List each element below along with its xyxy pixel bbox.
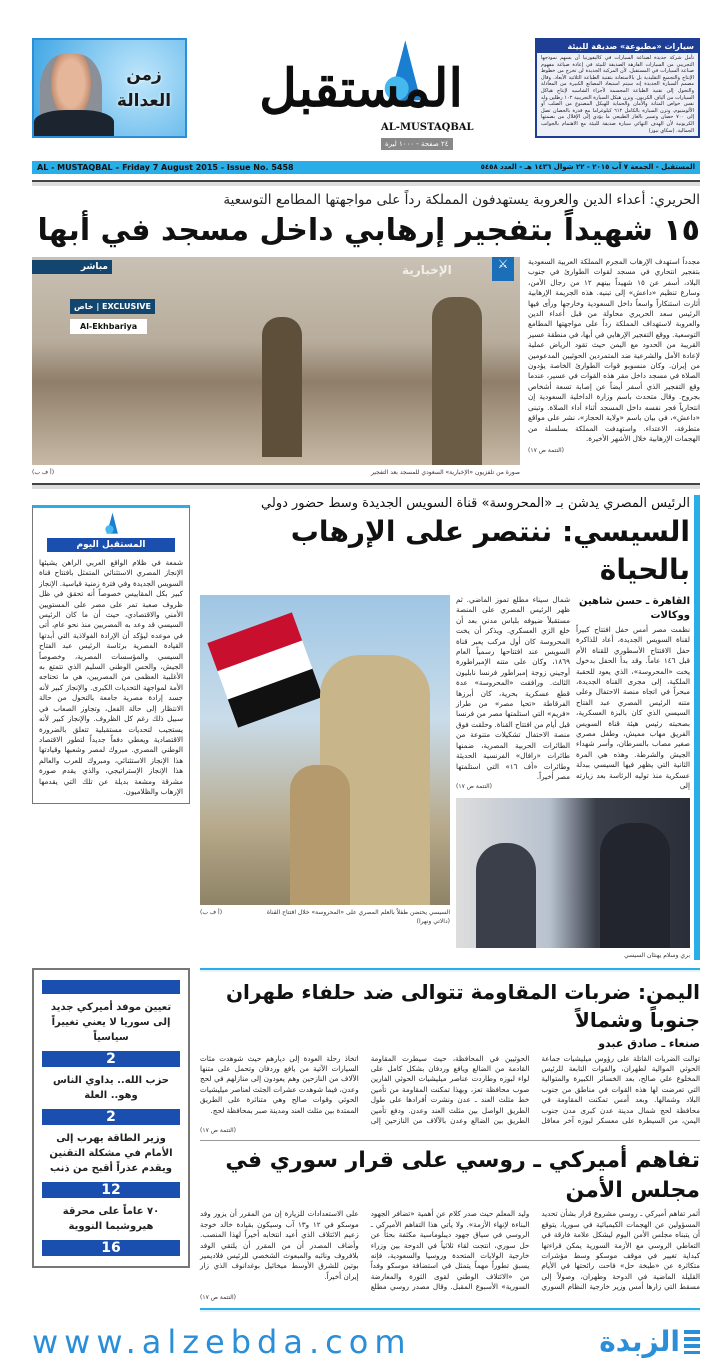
right-teaser-box[interactable] (535, 38, 700, 138)
watermark-row (32, 1322, 700, 1362)
bottom-section (32, 968, 700, 1318)
lead-continued: (التتمة ص ١٧) (528, 447, 565, 455)
index-page-number: 2 (42, 1051, 180, 1067)
syria-headline: تفاهم أميركي ـ روسي على قرار سوري في مجلس الأمن (225, 1148, 700, 1204)
index-box (32, 968, 190, 1268)
index-page-number: 12 (42, 1182, 180, 1198)
exclusive-badge: خاص | EXCLUSIVE (70, 299, 155, 314)
child-figure (290, 765, 350, 905)
sisi-body-col1: نظمت مصر أمس حفل افتتاح كبيراً لقناة السويس الجديدة، أعاد للذاكرة حفل الافتتاح الأسطوري للقناة الأم قبل ١٤٦ عاماً. وقد بدأ الحفل بدخول يخت «المحروسة»، الذي يعود للحقبة الملكية، إلى مجرى القناة الجديدة، مبحراً في اتجاه منصة الاحتفال وعلى متنه الرئيس المصري عبد الفتاح السيسي الذي كان بالبزة العسكرية، بصحبته رئيس هيئة قناة السويس الفريق مهاب مميش، وطفل مصري صغير مصاب بالسرطان، وأسر شهداء الجيش والشرطة. وهذه هي المرة الثانية التي يظهر فيها السيسي ببدلة عسكرية منذ توليه الرئاسة بعد زيارته إلى (576, 625, 690, 791)
sisi-main-caption-credit: (دالاتي ونهرا) (416, 918, 450, 925)
dateline-arabic: المستقبل - الجمعة ٧ آب ٢٠١٥ - ٢٢ شوال ١٤٣٦ هـ - العدد ٥٤٥٨ (480, 163, 695, 171)
watermark-brand: الزبدة (599, 1324, 680, 1358)
sisi-side-photo (456, 798, 690, 948)
channel-badge: Al-Ekhbariya (70, 319, 147, 334)
index-page-number: 2 (42, 1109, 180, 1125)
sisi-continued: (التتمة ص ١٧) (456, 783, 493, 791)
teaser-text: تأمل شركة جديدة لصناعة السيارات في كاليفورنيا أن يسهم نموذجها التجريبي من السيارات الفارهة الصديقة للبيئة في إعادة صياغة مفهوم صناعة السيارات في المستقبل. لأن المركبة الجديدة لن تخرج من خطوط الإنتاج والتجميع التقليدية بل بالاستعانة بتقنية الطباعة الثلاثية الأبعاد. وقال مصمم السيارة الجديدة إنه سيتم استبعاد المصانع الكبيرة من المعادلة والتحول إلى تقنية الطباعة المجسمة لأجزاء الشاسيه لإنتاج هياكل السيارات من ألياف الكربون. ويزن هيكل السيارة التجريبية ١٠٢ رطلين وله نفس خواص المتانة والأمان والحماية للهيكل المصنوع من الصلب أو الألومنيوم. وتزن السيارة بالكامل ٦١٢ كيلوغراما مع قدرة بالحصان تصل إلى ٧٠٠ حصان وتسير بالغاز الطبيعي ما يؤدي إلى الإقلال من بصمتها الكربونية لأن الهدف النهائي سيارة صديقة للبيئة مع الاهتمام بالجوانب الجمالية. (سكاي نيوز) (541, 55, 694, 134)
sisi-row (200, 595, 690, 960)
person-figure (600, 823, 670, 948)
channel-logo: الإخبارية (402, 263, 452, 277)
lead-photo-credit: (أ ف ب) (32, 469, 55, 476)
divider (32, 180, 700, 186)
person-figure (476, 843, 536, 948)
soldier-figure (262, 317, 302, 457)
sisi-main-caption-row (200, 908, 450, 917)
sisi-text-column (456, 595, 690, 960)
divider (32, 483, 700, 489)
syria-body: أثمر تفاهم أميركي ـ روسي مشروع قرار بشأن تحديد المسؤولين عن الهجمات الكيميائية في سوريا، يتوقع أن يتبناه مجلس الأمن اليوم ليشكل علامة فارقة في التعاطي الروسي مع الأزمة السورية يمكن قراءتها كبداية تغيير في موقف موسكو وسط مؤشرات متكاثرة عن «طبخة حل» فاحت رائحتها في الأيام القليلة الماضية في الدوحة وطهران، وصولاً إلى مسقط التي زارها أمس وزير خارجية النظام السوري وليد المعلم حيث صدر كلام عن أهمية «تضافر الجهود البناءة لإنهاء الأزمة». ولا يأتي هذا التفاهم الأميركي ـ الروسي في سياق جهود ديبلوماسية مكثفة بحثاً عن حل سوري، انتجت لقاء ثلاثياً في الدوحة بين وزراء خارجية الولايات المتحدة وروسيا والسعودية، فإنه يسبق تطوراً مهماً يتمثل في استضافة موسكو وفداً من «الائتلاف الوطني لقوى الثورة والمعارضة السورية» الأسبوع المقبل. وقال مصدر روسي مطلع على الاستعدادات للزيارة إن من المقرر أن يزور وفد موسكو في ١٢ و١٣ آب وسيكون بقيادة خالد خوجة زعيم الائتلاف الذي أعيد انتخابه أخيراً لهذا المنصب. وأضاف المصدر أن من المقرر أن يلتقي الوفد بلافروف ونائبه والمبعوث الشخصي للرئيس فلاديمير بوتين للشرق الأوسط ميخائيل بوغدانوف الذي زار إيران أخيراً. (200, 1209, 700, 1292)
promo-box-zaman-al-adala[interactable] (32, 38, 187, 138)
sisi-story (200, 495, 700, 960)
divider (200, 1308, 700, 1312)
dateline-bar (32, 161, 700, 174)
editorial-brand: المستقبل اليوم (47, 538, 175, 552)
editorial-box (32, 505, 190, 804)
yemen-byline: صنعاء ـ صادق عبدو (598, 1036, 700, 1050)
promo-title: زمن العدالة (116, 65, 172, 111)
sisi-main-photo (200, 595, 450, 905)
divider (200, 968, 700, 972)
lead-headline: ١٥ شهيداً بتفجير إرهابي داخل مسجد في أبها (37, 213, 700, 248)
sisi-body-col2: شمال سيناء مطلع تموز الماضي. ثم ظهر الرئيس المصري على المنصة مستقبلاً ضيوفه بلباس مدني بعد أن خلع الزي العسكري. ويذكر أن يخت المحروسة كان أول مركب يعبر قناة السويس عند افتتاحها رسمياً العام ١٨٦٩، وكان على متنه الإمبراطورة أوجيني زوجة إمبراطور فرنسا نابليون الثالث. ورافقت «المحروسة» عدة قطع عسكرية بحرية، كان أبرزها الفرقاطة «تحيا مصر» من طراز «فريم» التي استلمتها مصر من فرنسا قبل أيام من افتتاح القناة. وحلقت فوق منصة الاحتفال تشكيلات متنوعة من الطائرات الحربية المصرية، ضمنها طائرات «رافال» الفرنسية الحديثة وطائرات «أف ١٦» التي استلمتها مصر أخيراً. (456, 595, 570, 781)
lead-kicker: الحريري: أعداء الدين والعروبة يستهدفون المملكة رداً على مواجهتها المطامع التوسعية (223, 192, 700, 208)
lead-row (32, 257, 700, 465)
index-header-bar (42, 980, 180, 994)
yemen-continued: (التتمة ص ١٧) (200, 1127, 237, 1135)
egypt-flag (207, 612, 322, 727)
lead-body: مجدداً استهدف الإرهاب المجرم المملكة العربية السعودية بتفجير انتحاري في مسجد لقوات الطوارئ في جنوب البلاد، أسفر عن ١٥ شهيداً بينهم ١٢ من رجال الأمن، وسارع تنظيم «داعش» إلى تبنيه. هذه الجريمة الإرهابية أثارت استنكاراً واسعاً داخل السعودية وخارجها ورأى فيها الرئيس سعد الحريري محاولة من قبل أعداء الدين والعروبة لاستهداف المملكة رداً على مواجهتها المطامع التوسعية. ووقع التفجير الإرهابي في أبها، في منطقة عسير القريبة من الحدود مع اليمن حيث تقود الرياض عملية لإعادة الأمل والشرعية ضد المتمردين الحوثيين المدعومين من إيران. وكان منسوبو قوات الطوارئ الخاصة يؤدون الصلاة في مسجد داخل مقر هذه القوات في عسير، عندما وقع التفجير الذي أسفر أيضاً عن إصابة تسعة أشخاص بجروح. وقال متحدث باسم وزارة الداخلية السعودية إن انتحارياً فجر نفسه داخل المسجد أثناء أداء الصلاة. وتبنى «داعش»، في بيان باسم «ولاية الحجاز»، نشر على مواقع متطرفة، الاعتداء. واستهدفت المملكة بسلسلة من الهجمات الإرهابية خلال الأشهر الأخيرة. (528, 257, 700, 443)
live-badge: مباشر (32, 260, 112, 274)
index-item[interactable]: حزب الله.. يداوي الناس وهو.. العلة (52, 1074, 169, 1101)
sisi-kicker: الرئيس المصري يدشن بـ «المحروسة» قناة السويس الجديدة وسط حضور دولي (261, 496, 690, 511)
watermark-url: www.alzebda.com (32, 1322, 412, 1361)
yemen-headline: اليمن: ضربات المقاومة تتوالى ضد حلفاء طهران جنوباً وشمالاً (225, 979, 700, 1032)
watermark-lines-icon (684, 1330, 700, 1354)
sail-logo-icon (99, 512, 123, 536)
index-item[interactable]: تعيين موفد أميركي جديد إلى سوريا لا يعني تغييراً سياسياً (50, 1001, 172, 1043)
yemen-body: توالت الضربات القاتلة على رؤوس ميليشيات جماعة الحوثي الموالية لطهران، والقوات التابعة للرئيس المخلوع علي صالح، بعد الخسائر الكبيرة والمتوالية التي تعرضت لها هذه القوات في مناطق من جنوب البلاد وشمالها. وبعد أمس تمكنت المقاومة في محافظة لحج شمال مدينة عدن كبرى مدن جنوب اليمن، من السيطرة على معسكر لبوزه آخر معاقل الحوثيين في المحافظة، حيث سيطرت المقاومة القادمة من الضالع ويافع وردفان بشكل كامل على لواء لبوزه وطاردت عناصر ميليشيات الحوثي الفارين صوب محافظة تعز، وبهذا تمكنت المقاومة من تأمين خط مثلث العند ـ عدن ونشرت أفرادها على طول الطريق الواصل بين مثلث العند وعدن. ودفع تأمين الطريق بين الضالع وعدن بالآلاف من النازحين إلى اتخاذ رحلة العودة إلى ديارهم حيث شوهدت مئات السيارات الآتية من يافع وردفان وتحمل على متنها الآلاف من النازحين وهم يعودون إلى منازلهم في لحج وعدن، فيما شوهدت عشرات الجثث لعناصر ميليشيات الحوثي وقوات صالح وهي متناثرة على الطريق الممتدة بين مثلث العند ومدينة صبر بمحافظة لحج. (200, 1053, 700, 1125)
sisi-side-caption: بري وسلام يهنئان السيسي (624, 951, 690, 959)
logo (221, 38, 501, 156)
soldier-figure (432, 297, 482, 465)
syria-continued: (التتمة ص ١٧) (200, 1293, 237, 1301)
sisi-main-caption: السيسي يحتضن طفلاً بالعلم المصري على «المحروسة» خلال افتتاح القناة (266, 909, 450, 916)
divider (200, 1140, 700, 1141)
sisi-photo-column (200, 595, 450, 926)
middle-section (32, 495, 700, 960)
sisi-text-row (456, 595, 690, 792)
lead-text-column (528, 257, 700, 455)
sisi-headline: السيسي: ننتصر على الإرهاب بالحياة (290, 515, 690, 586)
editorial-body: شمعة في ظلام الواقع العربي الراهن يشيئها الإنجاز المصري الاستثنائي المتمثل بافتتاح قناة السويس الجديدة وفي فترة زمنية قياسية. الإنجاز كبير بكل المقاييس خصوصاً أنه تحقق في ظل ظروف صعبة تمر على مصر على المستويين الأمني والاقتصادي، حيث أن ما كان الرئيس السيسي قد وعد به المصريين منذ نحو عام، أتى في موعده ليؤكد أن الإرادة الفولاذية التي أبدتها القيادة المصرية برئاسة الرئيس عبد الفتاح السيسي والمؤسسات المصرية، وخصوصاً الجيش، والحس الوطني السليم الذي تتمتع به الأغلبية العظمى من المصريين، هي ما تحتاجه الأمة لمواجهة التحديات الكبرى. والإنجاز كبير لأنه جسد إرادة مصرية جامعة بالتحول من حالة الانتظار إلى حالة الفعل، وتجاوز الصعاب في سبيل ذلك رغم كل الظروف. والإنجاز كبير لأنه يستجيب لتحديات مستقبلية تتعلق بالضرورة الاقتصادية ويعطي دفعاً جديداً لتطور الاقتصاد الوطني المصري. مبروك لمصر وشعبها وقيادتها هذا الإنجاز الاستثنائي، ومبروك للعرب والعالم هذا الإنجاز الإستراتيجي، والذي يقدم صورة مشرقة ومشعة بديلة عن تلك التي يقدمها الإرهاب والظلاميون. (39, 558, 183, 796)
sisi-byline: القاهرة ـ حسن شاهين ووكالات (578, 596, 690, 621)
news-column (200, 968, 700, 1318)
lead-caption-row (32, 468, 520, 477)
portrait-suit (34, 110, 114, 138)
logo-arabic: المستقبل (259, 58, 463, 119)
teaser-title: سيارات «مطبوعة» صديقة للبيئة (537, 40, 698, 53)
index-item[interactable]: وزير الطاقة يهرب إلى الأمام في مشكلة التقنين ويقدم عذراً أقبح من ذنب (49, 1132, 173, 1174)
saudi-emblem-icon: ⚔ (492, 257, 514, 281)
price-tag: ٢٤ صفحة - ١٠٠٠ ليرة (381, 138, 453, 150)
index-item[interactable]: ٧٠ عاماً على محرقة هيروشيما النووية (62, 1205, 160, 1232)
lead-photo (32, 257, 520, 465)
sisi-credit: (أ ف ب) (200, 909, 223, 916)
masthead (32, 0, 700, 156)
lead-photo-caption: صورة من تلفزيون «الإخبارية» السعودي للمسجد بعد التفجير (370, 469, 520, 476)
dateline-english: AL - MUSTAQBAL – Friday 7 August 2015 - Issue No. 5458 (37, 163, 294, 172)
index-page-number: 16 (42, 1240, 180, 1256)
logo-english: AL-MUSTAQBAL (381, 122, 474, 133)
